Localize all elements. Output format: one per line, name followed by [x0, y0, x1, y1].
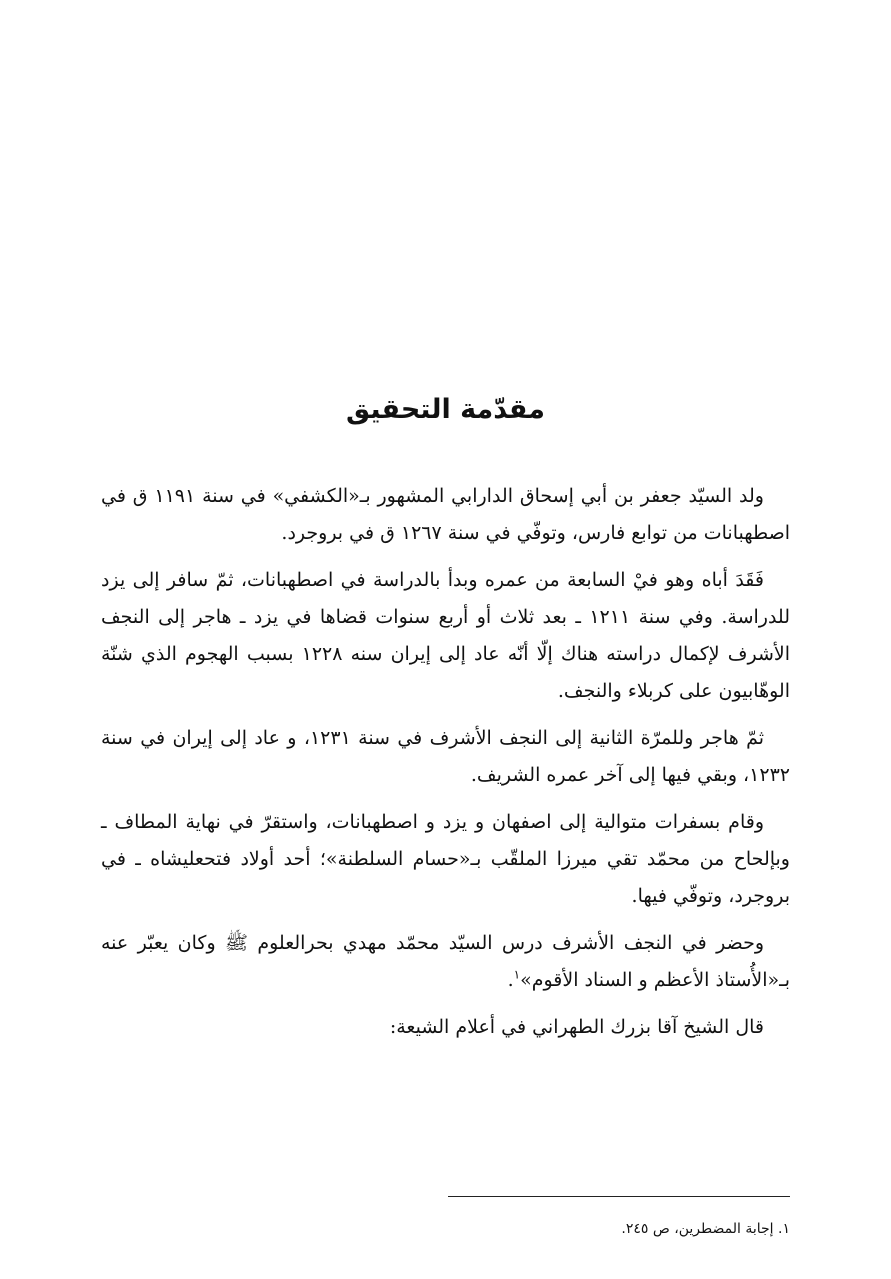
paragraph-migration: ثمّ هاجر وللمرّة الثانية إلى النجف الأشرف في سنة ١٢٣١، و عاد إلى إيران في سنة ١٢٣٢، وبقي فيها إلى آخر عمره الشريف.: [101, 727, 790, 786]
footnote: ١. إجابة المضطرين، ص ٢٤٥.: [621, 1221, 790, 1237]
paragraph-travels: وقام بسفرات متوالية إلى اصفهان و يزد و اصطهبانات، واستقرّ في نهاية المطاف ـ وبإلحاح من محمّد تقي ميرزا الملقّب بـ«حسام السلطنة»؛ أحد أولاد فتحعليشاه ـ في بروجرد، وتوفّي فيها.: [101, 811, 790, 907]
footnote-reference[interactable]: ١: [513, 967, 521, 982]
paragraph-birth: ولد السيّد جعفر بن أبي إسحاق الدارابي المشهور بـ«الكشفي» في سنة ١١٩١ ق في اصطهبانات من توابع فارس، وتوفّي في سنة ١٢٦٧ ق في بروجرد.: [101, 485, 790, 544]
paragraph-quote-intro: قال الشيخ آقا بزرك الطهراني في أعلام الشيعة:: [389, 1016, 764, 1038]
paragraph-teacher: وحضر في النجف الأشرف درس السيّد محمّد مهدي بحرالعلوم ﷺ وكان يعبّر عنه بـ«الأُستاذ الأعظم و السناد الأقوم»$^١$.: [101, 932, 790, 991]
paragraph-teacher-text: وحضر في النجف الأشرف درس السيّد محمّد مهدي بحرالعلوم ﷺ وكان يعبّر عنه بـ«الأُستاذ الأعظم و السناد الأقوم»: [101, 932, 790, 991]
page-title: مقدّمة التحقيق: [346, 394, 545, 425]
footnote-divider: [448, 1196, 790, 1197]
main-text: [101, 478, 790, 1056]
paragraph-study: فَقَدَ أباه وهو فيْ السابعة من عمره وبدأ بالدراسة في اصطهبانات، ثمّ سافر إلى يزد للدراسة. وفي سنة ١٢١١ ـ بعد ثلاث أو أربع سنوات قضاها في يزد ـ هاجر إلى النجف الأشرف لإكمال دراسته هناك إلّا أنّه عاد إلى إيران سنه ١٢٢٨ بسبب الهجوم الذي شنّة الوهّابيون على كربلاء والنجف.: [101, 569, 790, 702]
